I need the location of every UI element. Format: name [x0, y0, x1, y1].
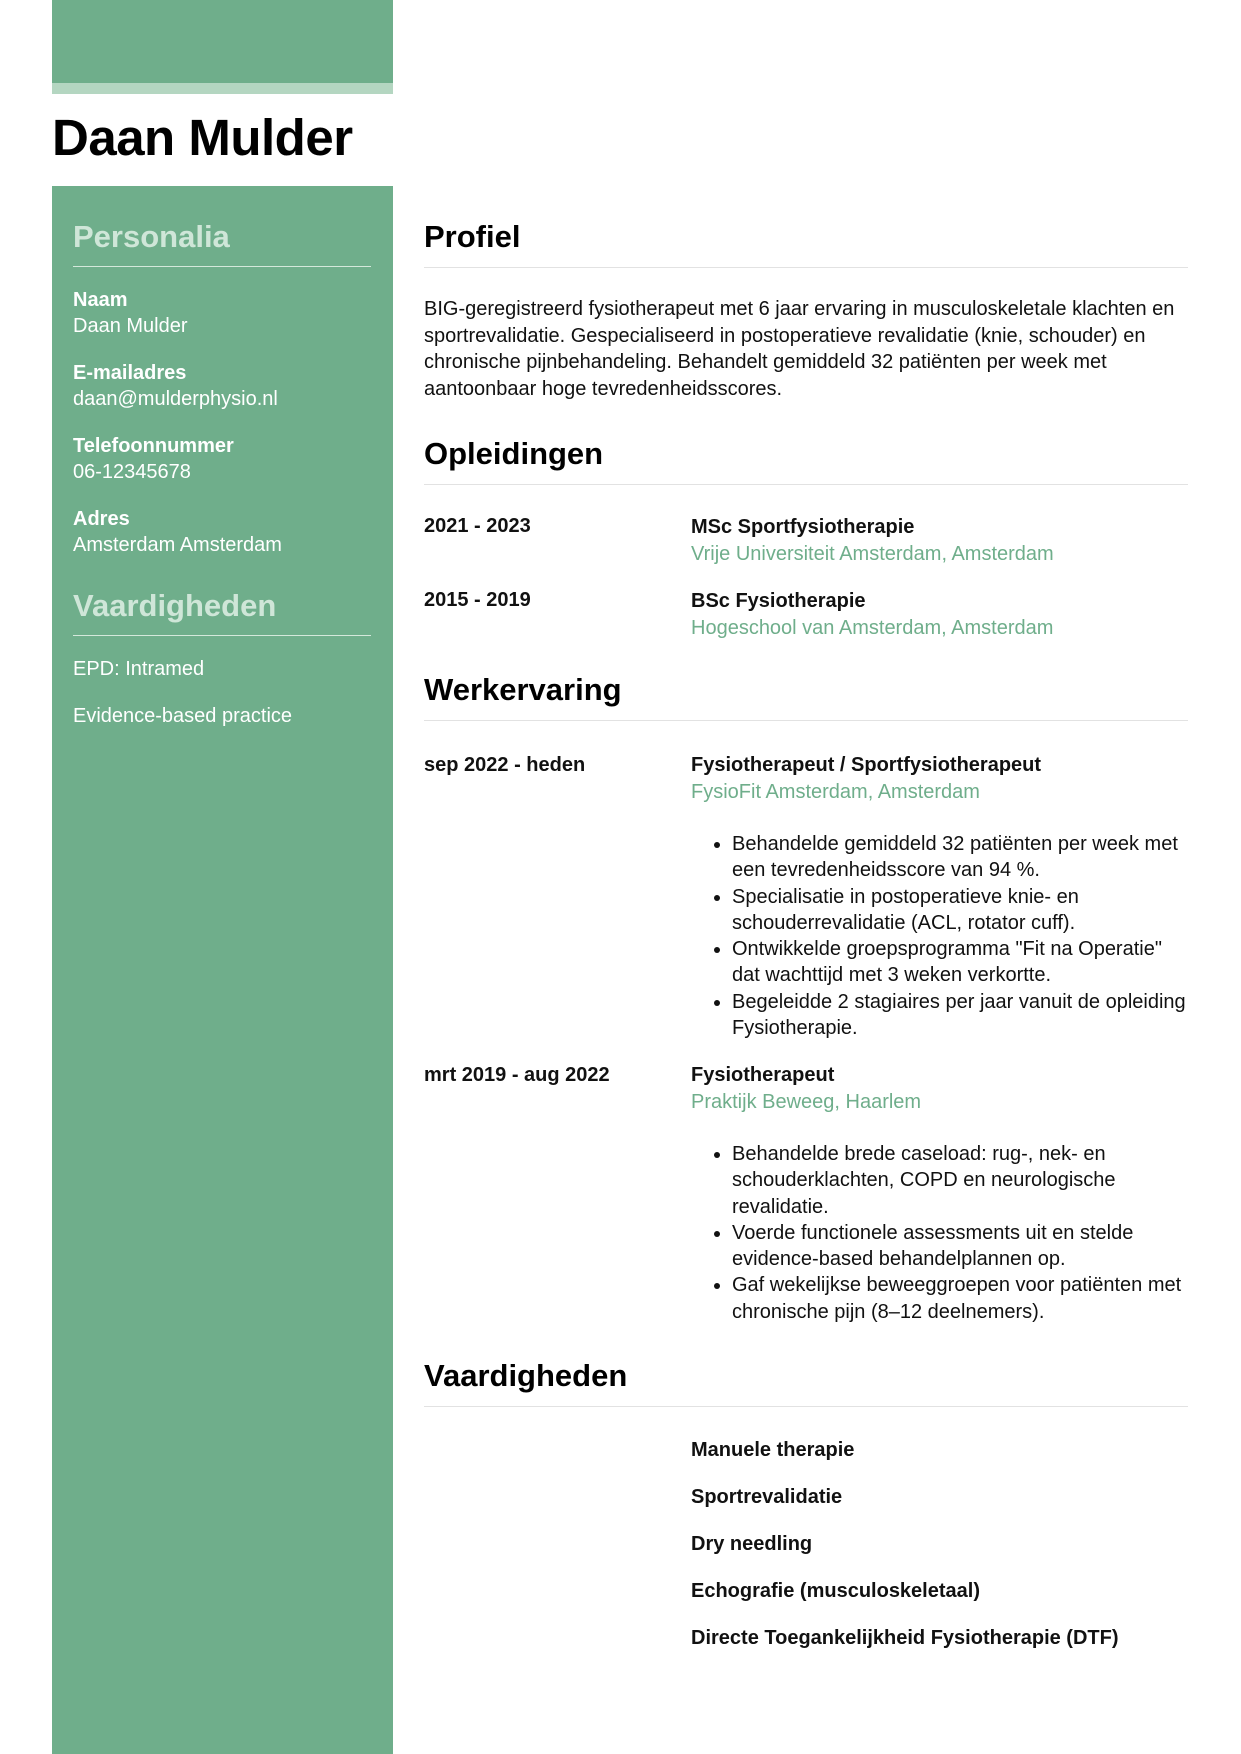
bullet-item: • Voerde functionele assessments uit en stelde evidence-based behandelplannen op. — [732, 1220, 1191, 1273]
field-email — [73, 360, 371, 412]
education-heading: Opleidingen — [424, 436, 1188, 485]
education-institution: Hogeschool van Amsterdam, Amsterdam — [691, 616, 1054, 639]
field-label: Adres — [73, 508, 130, 530]
experience-entry — [691, 752, 1191, 1041]
experience-entry — [691, 1062, 1191, 1325]
job-title: Fysiotherapeut — [691, 1064, 835, 1086]
experience-period: mrt 2019 - aug 2022 — [424, 1064, 610, 1086]
profile-text: BIG-geregistreerd fysiotherapeut met 6 jaar ervaring in musculoskeletale klachten en sportrevalidatie. Gespecialiseerd in postoperatieve revalidatie (knie, schouder) en chronische pijnbehandeling. Behandelt gemiddeld 32 patiënten per week met aantoonbaar hoge tevredenheidsscores. — [424, 298, 1175, 400]
job-title: Fysiotherapeut / Sportfysiotherapeut — [691, 754, 1042, 776]
sidebar-skill: Evidence-based practice — [73, 705, 293, 727]
field-address — [73, 506, 371, 558]
education-entry — [691, 588, 1191, 641]
bullet-item: • Behandelde gemiddeld 32 patiënten per week met een tevredenheidsscore van 94 %. — [732, 831, 1191, 884]
sidebar-skills-heading: Vaardigheden — [73, 558, 371, 636]
education-title: MSc Sportfysiotherapie — [691, 516, 915, 538]
employer: FysioFit Amsterdam, Amsterdam — [691, 780, 980, 803]
job-bullets — [691, 831, 1191, 1041]
profile-heading: Profiel — [424, 219, 1188, 268]
education-title: BSc Fysiotherapie — [691, 590, 866, 612]
candidate-name: Daan Mulder — [52, 109, 353, 166]
experience-heading: Werkervaring — [424, 672, 1188, 721]
skill-item: Dry needling — [691, 1533, 813, 1555]
job-bullets — [691, 1141, 1191, 1325]
education-entry — [691, 514, 1191, 567]
field-label: Naam — [73, 289, 128, 311]
field-phone — [73, 433, 371, 485]
education-period: 2021 - 2023 — [424, 515, 531, 537]
education-period: 2015 - 2019 — [424, 589, 531, 611]
field-value: Daan Mulder — [73, 315, 188, 337]
header-accent-stripe — [52, 83, 393, 94]
field-value: Amsterdam Amsterdam — [73, 534, 282, 556]
skill-item: Directe Toegankelijkheid Fysiotherapie (DTF) — [691, 1627, 1119, 1649]
bullet-item: • Ontwikkelde groepsprogramma "Fit na Operatie" dat wachttijd met 3 weken verkortte. — [732, 936, 1191, 989]
header-color-band — [52, 0, 393, 83]
sidebar-skill: EPD: Intramed — [73, 658, 205, 680]
education-institution: Vrije Universiteit Amsterdam, Amsterdam — [691, 542, 1054, 565]
experience-period: sep 2022 - heden — [424, 754, 586, 776]
skill-item: Manuele therapie — [691, 1439, 855, 1461]
sidebar — [73, 186, 371, 729]
skills-heading: Vaardigheden — [424, 1358, 1188, 1407]
field-label: Telefoonnummer — [73, 435, 234, 457]
bullet-item: • Specialisatie in postoperatieve knie- en schouderrevalidatie (ACL, rotator cuff). — [732, 884, 1191, 937]
field-value: 06-12345678 — [73, 461, 191, 483]
bullet-item: • Behandelde brede caseload: rug-, nek- en schouderklachten, COPD en neurologische revalidatie. — [732, 1141, 1191, 1220]
skill-item: Echografie (musculoskeletaal) — [691, 1580, 980, 1602]
bullet-item: • Begeleidde 2 stagiaires per jaar vanuit de opleiding Fysiotherapie. — [732, 989, 1191, 1042]
personalia-heading: Personalia — [73, 186, 371, 267]
employer: Praktijk Beweeg, Haarlem — [691, 1090, 922, 1113]
field-label: E-mailadres — [73, 362, 187, 384]
bullet-item: • Gaf wekelijkse beweeggroepen voor patiënten met chronische pijn (8–12 deelnemers). — [732, 1272, 1191, 1325]
field-name — [73, 287, 371, 339]
field-value: daan@mulderphysio.nl — [73, 388, 278, 410]
skill-item: Sportrevalidatie — [691, 1486, 843, 1508]
